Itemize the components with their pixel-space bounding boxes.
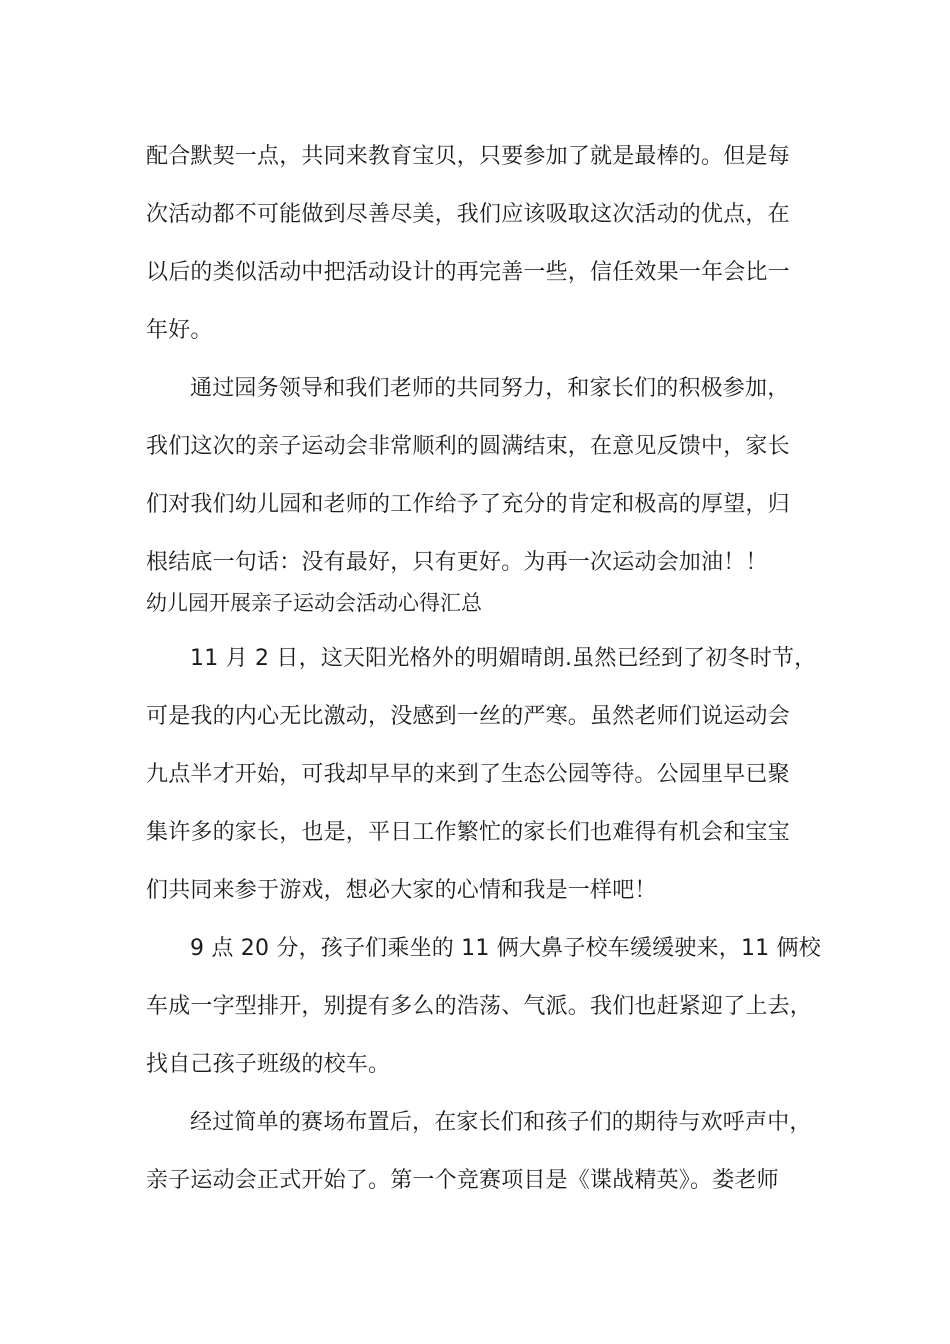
- paragraph-1: [146, 128, 816, 360]
- paragraph-line: 根结底一句话：没有最好，只有更好。为再一次运动会加油！！: [146, 550, 768, 575]
- document-body: [146, 128, 821, 1210]
- paragraph-line: 亲子运动会正式开始了。第一个竞赛项目是《谍战精英》。娄老师: [146, 1168, 779, 1193]
- paragraph-line: 经过简单的赛场布置后，在家长们和孩子们的期待与欢呼声中，: [190, 1110, 812, 1135]
- paragraph-line: 通过园务领导和我们老师的共同努力，和家长们的积极参加，: [190, 376, 790, 401]
- paragraph-line: 车成一字型排开，别提有多么的浩荡、气派。我们也赶紧迎了上去，: [146, 994, 813, 1019]
- paragraph-line: 们共同来参于游戏，想必大家的心情和我是一样吧！: [146, 878, 657, 903]
- paragraph-line: 配合默契一点，共同来教育宝贝，只要参加了就是最棒的。但是每: [146, 144, 790, 169]
- paragraph-line: 9 点 20 分，孩子们乘坐的 11 俩大鼻子校车缓缓驶来，11 俩校: [190, 936, 821, 961]
- paragraph-line: 集许多的家长，也是，平日工作繁忙的家长们也难得有机会和宝宝: [146, 820, 790, 845]
- section-heading: 幼儿园开展亲子运动会活动心得汇总: [146, 591, 482, 615]
- paragraph-line: 以后的类似活动中把活动设计的再完善一些，信任效果一年会比一: [146, 260, 790, 285]
- paragraph-5: [146, 1094, 816, 1210]
- paragraph-line: 九点半才开始，可我却早早的来到了生态公园等待。公园里早已聚: [146, 762, 790, 787]
- paragraph-line: 可是我的内心无比激动，没感到一丝的严寒。虽然老师们说运动会: [146, 704, 790, 729]
- paragraph-line: 我们这次的亲子运动会非常顺利的圆满结束，在意见反馈中，家长: [146, 434, 790, 459]
- paragraph-4: [146, 920, 821, 1094]
- paragraph-line: 年好。: [146, 318, 213, 343]
- paragraph-3: [146, 630, 816, 920]
- paragraph-line: 11 月 2 日，这天阳光格外的明媚晴朗.虽然已经到了初冬时节，: [190, 646, 817, 671]
- paragraph-2: [146, 360, 816, 592]
- paragraph-line: 们对我们幼儿园和老师的工作给予了充分的肯定和极高的厚望，归: [146, 492, 790, 517]
- paragraph-line: 找自己孩子班级的校车。: [146, 1052, 391, 1077]
- paragraph-line: 次活动都不可能做到尽善尽美，我们应该吸取这次活动的优点，在: [146, 202, 790, 227]
